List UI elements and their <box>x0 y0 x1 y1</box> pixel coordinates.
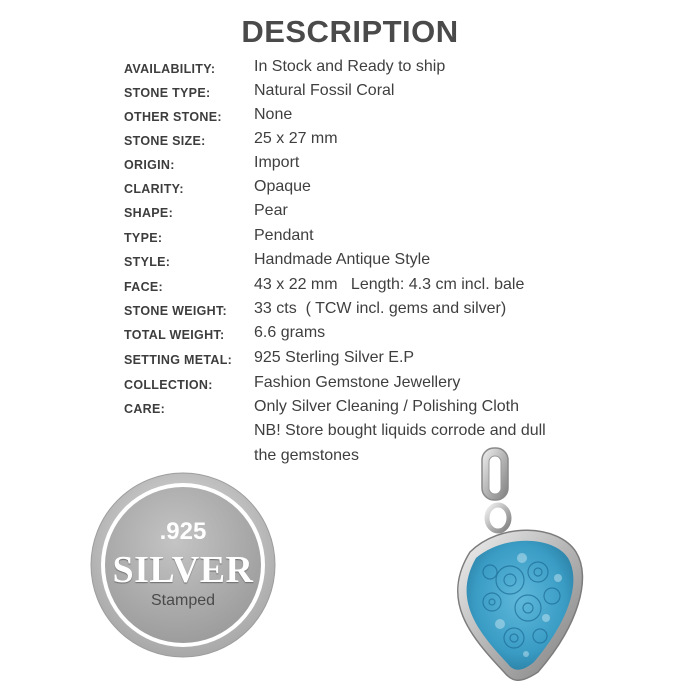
spec-row-total-weight <box>124 324 584 348</box>
spec-label: FACE: <box>124 280 163 294</box>
spec-label: STONE TYPE: <box>124 86 211 100</box>
spec-row-clarity <box>124 178 584 202</box>
spec-value: Handmade Antique Style <box>254 251 431 268</box>
spec-label: STYLE: <box>124 255 171 269</box>
spec-row-stone-weight <box>124 300 584 324</box>
spec-value: None <box>254 106 293 123</box>
spec-label: SETTING METAL: <box>124 353 233 367</box>
spec-row-style <box>124 251 584 275</box>
spec-value: 925 Sterling Silver E.P <box>254 349 415 366</box>
spec-label: STONE WEIGHT: <box>124 304 227 318</box>
spec-row-care <box>124 398 584 422</box>
spec-label: TOTAL WEIGHT: <box>124 328 225 342</box>
spec-value: Only Silver Cleaning / Polishing Cloth <box>254 398 520 415</box>
spec-row-face <box>124 276 584 300</box>
spec-label: OTHER STONE: <box>124 110 222 124</box>
care-note-line: the gemstones <box>254 447 359 464</box>
spec-row-stone-size <box>124 130 584 154</box>
spec-label: CARE: <box>124 402 166 416</box>
spec-row-availability <box>124 58 584 82</box>
spec-label: COLLECTION: <box>124 378 213 392</box>
spec-label: ORIGIN: <box>124 158 175 172</box>
spec-value: Opaque <box>254 178 311 195</box>
spec-label: SHAPE: <box>124 206 174 220</box>
spec-label: CLARITY: <box>124 182 184 196</box>
badge-metal: SILVER <box>112 549 254 591</box>
spec-label: TYPE: <box>124 231 163 245</box>
spec-value: 25 x 27 mm <box>254 130 338 147</box>
spec-value: Natural Fossil Coral <box>254 82 395 99</box>
spec-value: Fashion Gemstone Jewellery <box>254 374 461 391</box>
spec-value: 6.6 grams <box>254 324 326 341</box>
care-note-line: NB! Store bought liquids corrode and dull <box>254 422 546 439</box>
spec-value: 43 x 22 mm Length: 4.3 cm incl. bale <box>254 276 525 293</box>
spec-label: AVAILABILITY: <box>124 62 216 76</box>
spec-value: Pear <box>254 202 288 219</box>
spec-row-origin <box>124 154 584 178</box>
spec-label: STONE SIZE: <box>124 134 206 148</box>
spec-value: Pendant <box>254 227 314 244</box>
fossil-coral-pendant-image <box>430 440 590 690</box>
spec-row-type <box>124 227 584 251</box>
page-title: DESCRIPTION <box>241 14 459 49</box>
spec-row-other-stone <box>124 106 584 130</box>
spec-row-setting-metal <box>124 349 584 373</box>
spec-row-shape <box>124 202 584 226</box>
badge-stamped: Stamped <box>150 592 216 609</box>
badge-purity: .925 <box>159 518 207 545</box>
spec-value: 33 cts ( TCW incl. gems and silver) <box>254 300 507 317</box>
spec-value: Import <box>254 154 300 171</box>
spec-value: In Stock and Ready to ship <box>254 58 446 75</box>
spec-row-stone-type <box>124 82 584 106</box>
spec-row-collection <box>124 374 584 398</box>
